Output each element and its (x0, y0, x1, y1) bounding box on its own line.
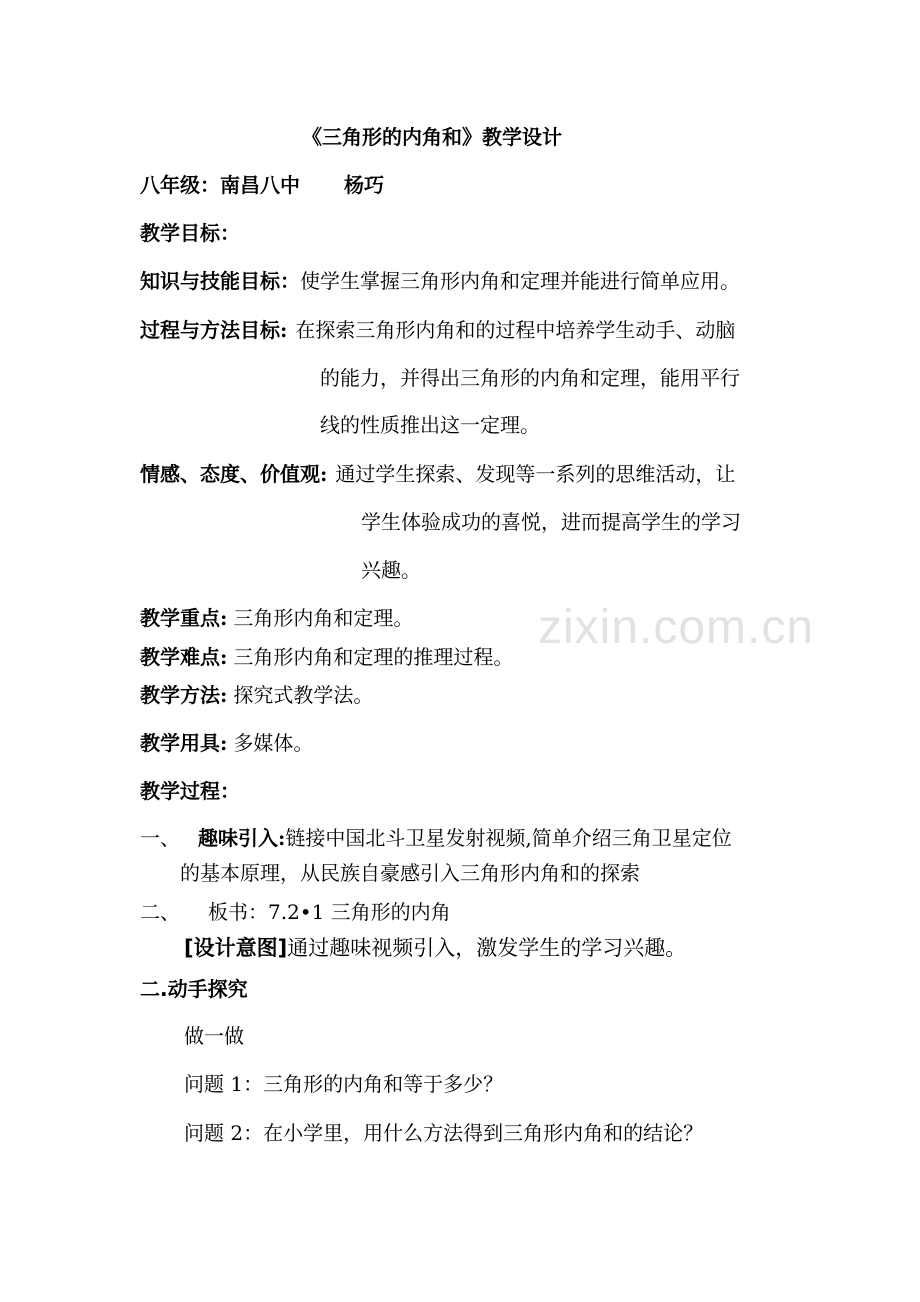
process-objective (140, 318, 735, 342)
difficulty-text: 三角形内角和定理的推理过程。 (233, 645, 514, 669)
knowledge-label: 知识与技能目标： (140, 269, 300, 293)
process-label: 过程与方法目标: (140, 318, 288, 342)
process-heading: 教学过程： (140, 779, 240, 803)
emotion-line-1: 通过学生探索、发现等一系列的思维活动，让 (335, 462, 736, 486)
school-name: 南昌八中 (220, 173, 300, 197)
step-1-line-2: 的基本原理，从民族自豪感引入三角形内角和的探索 (180, 861, 640, 885)
activity-label: 做一做 (184, 1024, 244, 1048)
key-point-text: 三角形内角和定理。 (233, 606, 414, 630)
emotion-objective (140, 462, 735, 486)
emotion-label: 情感、态度、价值观: (140, 462, 328, 486)
watermark: zixin.com.cn (538, 601, 815, 654)
tools (140, 731, 313, 755)
process-line-3: 线的性质推出这一定理。 (320, 413, 540, 437)
question-1: 问题 1：三角形的内角和等于多少？ (184, 1072, 504, 1096)
method (140, 683, 373, 707)
grade-line (140, 173, 384, 197)
difficulty (140, 645, 513, 669)
objectives-heading: 教学目标： (140, 221, 240, 245)
design-intent (184, 936, 686, 960)
tools-label: 教学用具: (140, 731, 228, 755)
design-intent-text: 通过趣味视频引入，激发学生的学习兴趣。 (287, 936, 687, 960)
key-point (140, 606, 413, 630)
grade-label: 八年级： (140, 173, 220, 197)
step-1-label: 趣味引入: (198, 826, 286, 850)
emotion-line-3: 兴趣。 (361, 558, 421, 582)
question-2: 问题 2：在小学里，用什么方法得到三角形内角和的结论？ (184, 1121, 704, 1145)
section-2-heading: 二.动手探究 (140, 977, 248, 1001)
document-title: 《三角形的内角和》教学设计 (302, 125, 562, 149)
tools-text: 多媒体。 (233, 731, 314, 755)
process-line-1: 在探索三角形内角和的过程中培养学生动手、动脑 (295, 318, 736, 342)
step-2-number: 二、 (140, 900, 180, 924)
step-2 (140, 900, 451, 924)
key-point-label: 教学重点: (140, 606, 228, 630)
method-label: 教学方法: (140, 683, 228, 707)
emotion-line-2: 学生体验成功的喜悦，进而提高学生的学习 (361, 510, 741, 534)
method-text: 探究式教学法。 (233, 683, 374, 707)
design-intent-label: [设计意图] (184, 936, 288, 960)
author-name: 杨巧 (344, 173, 384, 197)
difficulty-label: 教学难点: (140, 645, 228, 669)
step-1 (140, 826, 732, 850)
knowledge-objective (140, 269, 740, 293)
process-line-2: 的能力，并得出三角形的内角和定理，能用平行 (320, 366, 740, 390)
step-1-number: 一、 (140, 826, 180, 850)
step-1-line-1: 链接中国北斗卫星发射视频,简单介绍三角卫星定位 (285, 826, 732, 850)
knowledge-text: 使学生掌握三角形内角和定理并能进行简单应用。 (300, 269, 740, 293)
step-2-text: 板书：7.2•1 三角形的内角 (208, 900, 451, 924)
